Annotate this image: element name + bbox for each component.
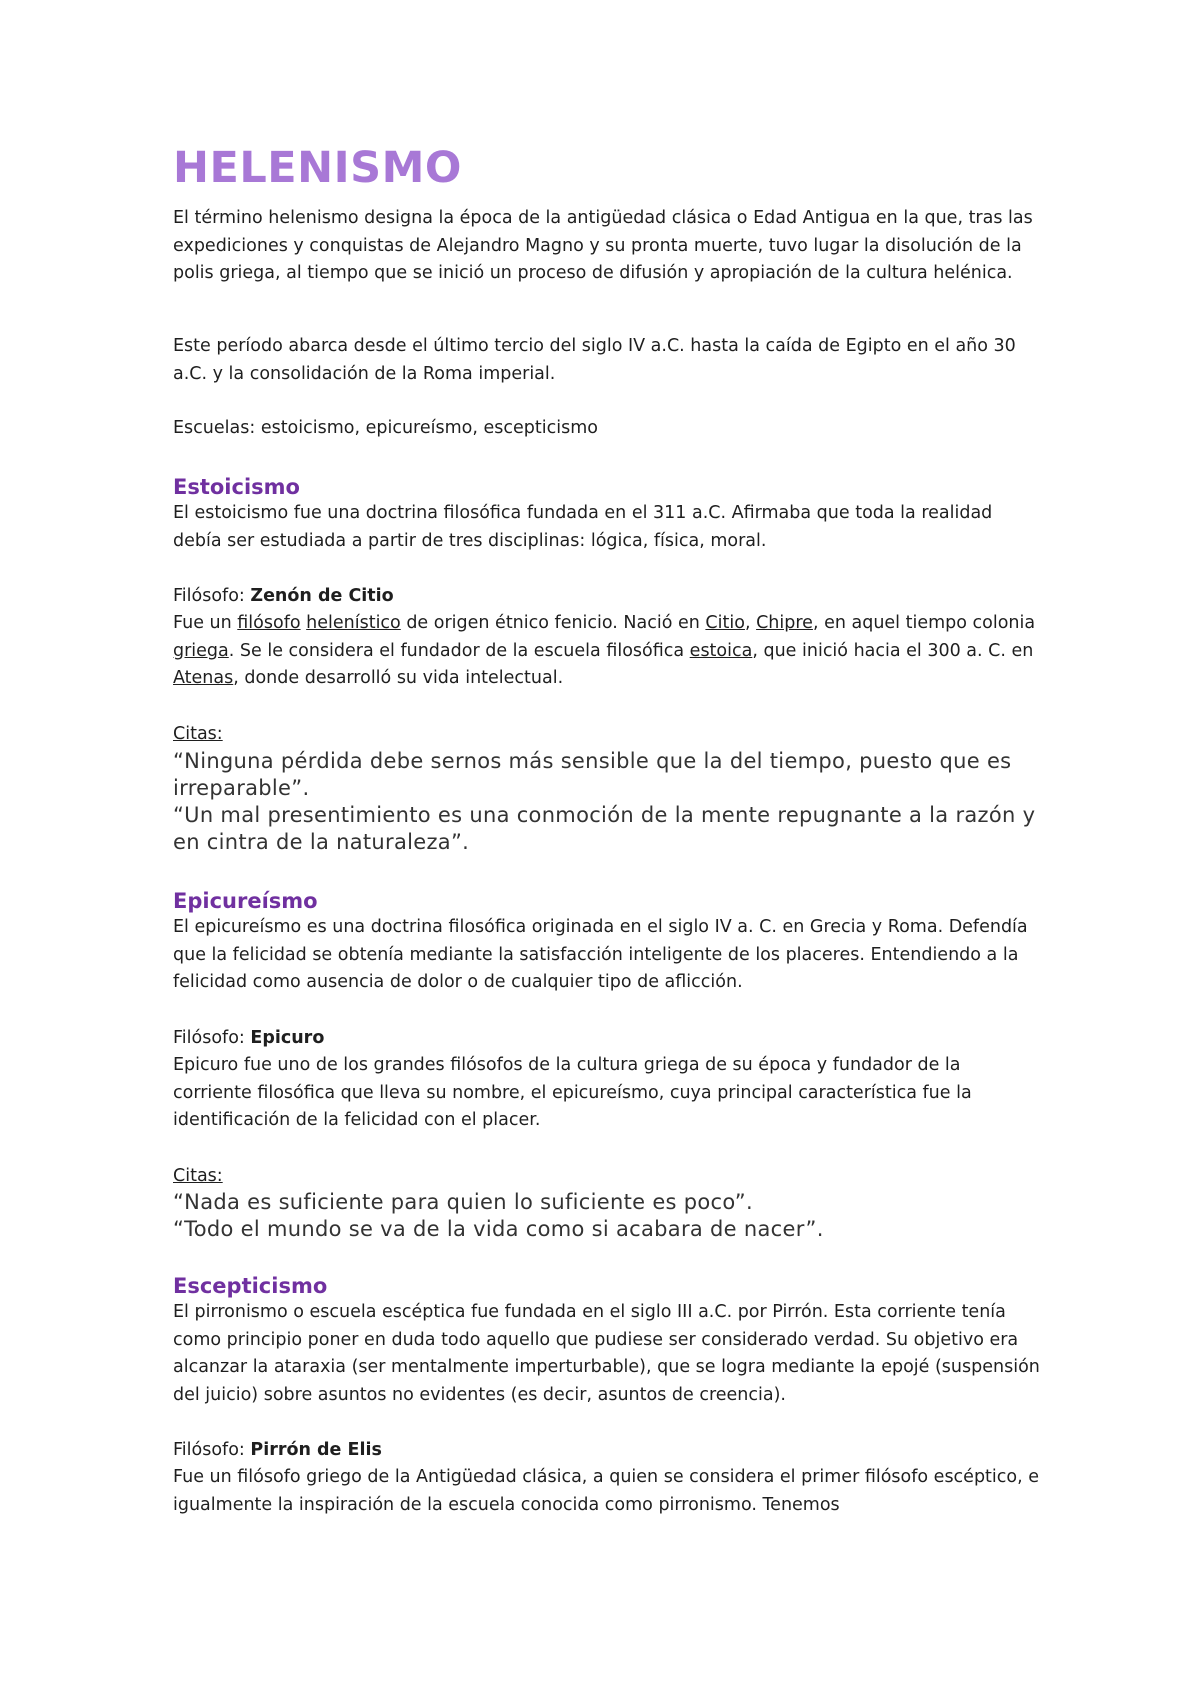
philosopher-name: Epicuro (250, 1028, 325, 1048)
bio-text: , (744, 613, 757, 633)
estoicismo-description: El estoicismo fue una doctrina filosófica fundada en el 311 a.C. Afirmaba que toda la realidad debía ser estudiada a partir de tres disciplinas: lógica, física, moral. (173, 503, 993, 551)
bio-text: , donde desarrolló su vida intelectual. (233, 668, 564, 688)
philosopher-label: Filósofo: (173, 1440, 251, 1460)
epicureismo-philosopher (173, 1025, 1043, 1053)
bio-text: de origen étnico fenicio. Nació en (400, 613, 706, 633)
escepticismo-description: El pirronismo o escuela escéptica fue fundada en el siglo III a.C. por Pirrón. Esta corriente tenía como principio poner en duda todo aquello que pudiese ser considerado verdad. Su objetivo era alcanzar la ataraxia (ser mentalmente imperturbable), que se logra mediante la epojé (suspensión del juicio) sobre asuntos no evidentes (es decir, asuntos de creencia). (173, 1302, 1040, 1405)
estoicismo-quotes (173, 748, 1053, 856)
bio-text: . Se le considera el fundador de la escuela filosófica (228, 640, 690, 661)
link-atenas[interactable]: Atenas (173, 668, 234, 688)
intro-paragraph-1: El término helenismo designa la época de la antigüedad clásica o Edad Antigua en la que, tras las expediciones y conquistas de Alejandro Magno y su pronta muerte, tuvo lugar la disolución de la polis griega, al tiempo que se inició un proceso de difusión y apropiación de la cultura helénica. (173, 208, 1033, 283)
link-estoica[interactable]: estoica (689, 640, 753, 661)
link-citio[interactable]: Citio (705, 613, 745, 633)
philosopher-label: Filósofo: (173, 1028, 251, 1048)
bio-text: , en aquel tiempo colonia (812, 613, 1036, 633)
section-heading-escepticismo: Escepticismo (173, 1274, 328, 1298)
escepticismo-philosopher (173, 1437, 1043, 1465)
quote-item: “Ninguna pérdida debe sernos más sensible que la del tiempo, puesto que es irreparable”. (173, 749, 1012, 800)
link-chipre[interactable]: Chipre (756, 613, 813, 633)
schools-line: Escuelas: estoicismo, epicureísmo, escepticismo (173, 418, 598, 438)
philosopher-label: Filósofo: (173, 586, 251, 606)
estoicismo-philosopher (173, 583, 1043, 611)
intro-paragraph-2: Este período abarca desde el último tercio del siglo IV a.C. hasta la caída de Egipto en el año 30 a.C. y la consolidación de la Roma imperial. (173, 336, 1016, 384)
philosopher-name: Pirrón de Elis (250, 1440, 382, 1460)
epicureismo-quotes (173, 1189, 1053, 1243)
link-helenistico[interactable]: helenístico (306, 613, 401, 633)
quote-item: “Nada es suficiente para quien lo suficiente es poco”. (173, 1190, 753, 1214)
section-heading-estoicismo: Estoicismo (173, 475, 300, 499)
bio-text: , que inició hacia el 300 a. C. en (752, 640, 1034, 661)
estoicismo-citas-label: Citas: (173, 724, 223, 744)
link-griega[interactable]: griega (173, 640, 229, 661)
quote-item: “Todo el mundo se va de la vida como si acabara de nacer”. (173, 1217, 824, 1241)
philosopher-name: Zenón de Citio (250, 586, 394, 606)
escepticismo-bio: Fue un filósofo griego de la Antigüedad clásica, a quien se considera el primer filósofo escéptico, e igualmente la inspiración de la escuela conocida como pirronismo. Tenemos (173, 1467, 1040, 1515)
section-heading-epicureismo: Epicureísmo (173, 889, 318, 913)
bio-text: Fue un (173, 613, 238, 633)
link-filosofo[interactable]: filósofo (237, 613, 301, 633)
epicureismo-description: El epicureísmo es una doctrina filosófica originada en el siglo IV a. C. en Grecia y Roma. Defendía que la felicidad se obtenía mediante la satisfacción inteligente de los placeres. Entendiendo a la felicidad como ausencia de dolor o de cualquier tipo de aflicción. (173, 917, 1028, 992)
estoicismo-bio (173, 610, 1043, 693)
page-title: HELENISMO (173, 143, 462, 193)
epicureismo-bio: Epicuro fue uno de los grandes filósofos de la cultura griega de su época y fundador de la corriente filosófica que lleva su nombre, el epicureísmo, cuya principal característica fue la identificación de la felicidad con el placer. (173, 1055, 972, 1130)
quote-item: “Un mal presentimiento es una conmoción de la mente repugnante a la razón y en cintra de la naturaleza”. (173, 803, 1036, 854)
epicureismo-citas-label: Citas: (173, 1166, 223, 1186)
